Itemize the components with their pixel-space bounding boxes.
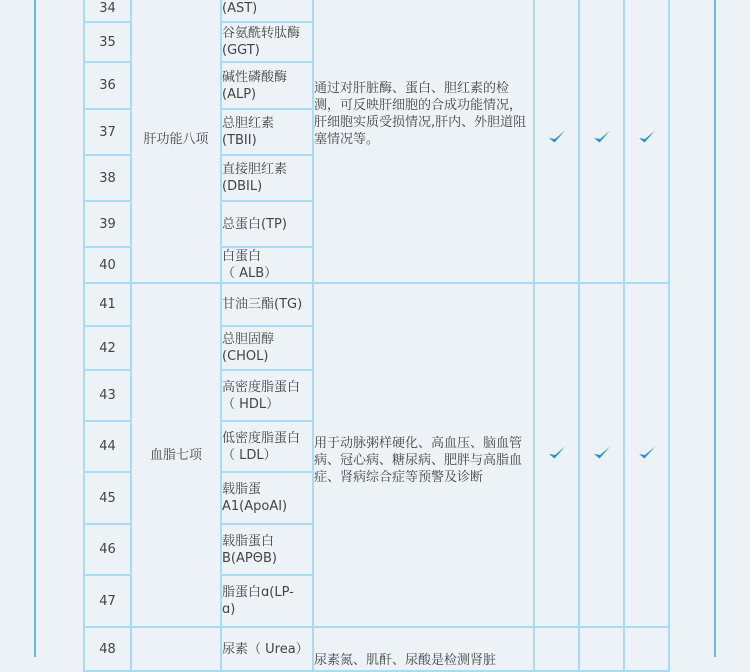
- item-name: 低密度脂蛋白 （ LDL）: [221, 421, 313, 472]
- row-number: 38: [84, 155, 131, 201]
- row-number: 35: [84, 22, 131, 62]
- item-name: 总胆红素 (TBII): [221, 109, 313, 155]
- group-name: [131, 627, 221, 671]
- row-number: 36: [84, 62, 131, 109]
- row-number: 40: [84, 247, 131, 283]
- checkmark-icon: [638, 129, 656, 145]
- check-cell: [534, 627, 579, 671]
- row-number: 39: [84, 201, 131, 247]
- row-number: 37: [84, 109, 131, 155]
- check-cell: [624, 627, 669, 671]
- item-name: 白蛋白 （ ALB）: [221, 247, 313, 283]
- row-number: 48: [84, 627, 131, 671]
- row-number: 46: [84, 524, 131, 575]
- item-name: 甘油三酯(TG): [221, 283, 313, 326]
- check-cell: [579, 627, 624, 671]
- checkmark-icon: [593, 445, 611, 461]
- row-number: 34: [84, 0, 131, 22]
- check-cell: [624, 283, 669, 627]
- item-name: 总胆固醇 (CHOL): [221, 326, 313, 370]
- group-name: 肝功能八项: [131, 0, 221, 283]
- row-number: 43: [84, 370, 131, 421]
- item-name: 脂蛋白ɑ(LP- ɑ): [221, 575, 313, 627]
- group-description: 尿素氮、肌酐、尿酸是检测肾脏: [313, 627, 534, 671]
- row-number: 45: [84, 472, 131, 524]
- check-cell: [534, 283, 579, 627]
- check-cell: [624, 0, 669, 283]
- checkmark-icon: [548, 445, 566, 461]
- check-cell: [579, 0, 624, 283]
- checkmark-icon: [593, 129, 611, 145]
- table-row: [84, 0, 669, 22]
- table-row: [84, 283, 669, 326]
- checkmark-icon: [638, 445, 656, 461]
- item-name: 尿素（ Urea）: [221, 627, 313, 671]
- item-name: 碱性磷酸酶 (ALP): [221, 62, 313, 109]
- check-cell: [579, 283, 624, 627]
- frame-left-border: [34, 0, 36, 657]
- row-number: 47: [84, 575, 131, 627]
- item-name: 谷氨酰转肽酶 (GGT): [221, 22, 313, 62]
- group-description: 用于动脉粥样硬化、高血压、脑血管病、冠心病、糖尿病、肥胖与高脂血症、肾病综合症等预警及诊断: [313, 283, 534, 627]
- row-number: 44: [84, 421, 131, 472]
- item-name: 载脂蛋 A1(ApoAI): [221, 472, 313, 524]
- check-cell: [534, 0, 579, 283]
- row-number: 41: [84, 283, 131, 326]
- table-row: [84, 627, 669, 671]
- item-name: 载脂蛋白 B(APΘB): [221, 524, 313, 575]
- frame-right-border: [714, 0, 716, 657]
- exam-items-table: [83, 0, 670, 672]
- item-name: 高密度脂蛋白 （ HDL）: [221, 370, 313, 421]
- group-description: 通过对肝脏酶、蛋白、胆红素的检测，可反映肝细胞的合成功能情况，肝细胞实质受损情况,肝内、外胆道阻塞情况等。: [313, 0, 534, 283]
- item-name: (AST): [221, 0, 313, 22]
- checkmark-icon: [548, 129, 566, 145]
- row-number: 42: [84, 326, 131, 370]
- group-name: 血脂七项: [131, 283, 221, 627]
- item-name: 直接胆红素 (DBIL): [221, 155, 313, 201]
- item-name: 总蛋白(TP): [221, 201, 313, 247]
